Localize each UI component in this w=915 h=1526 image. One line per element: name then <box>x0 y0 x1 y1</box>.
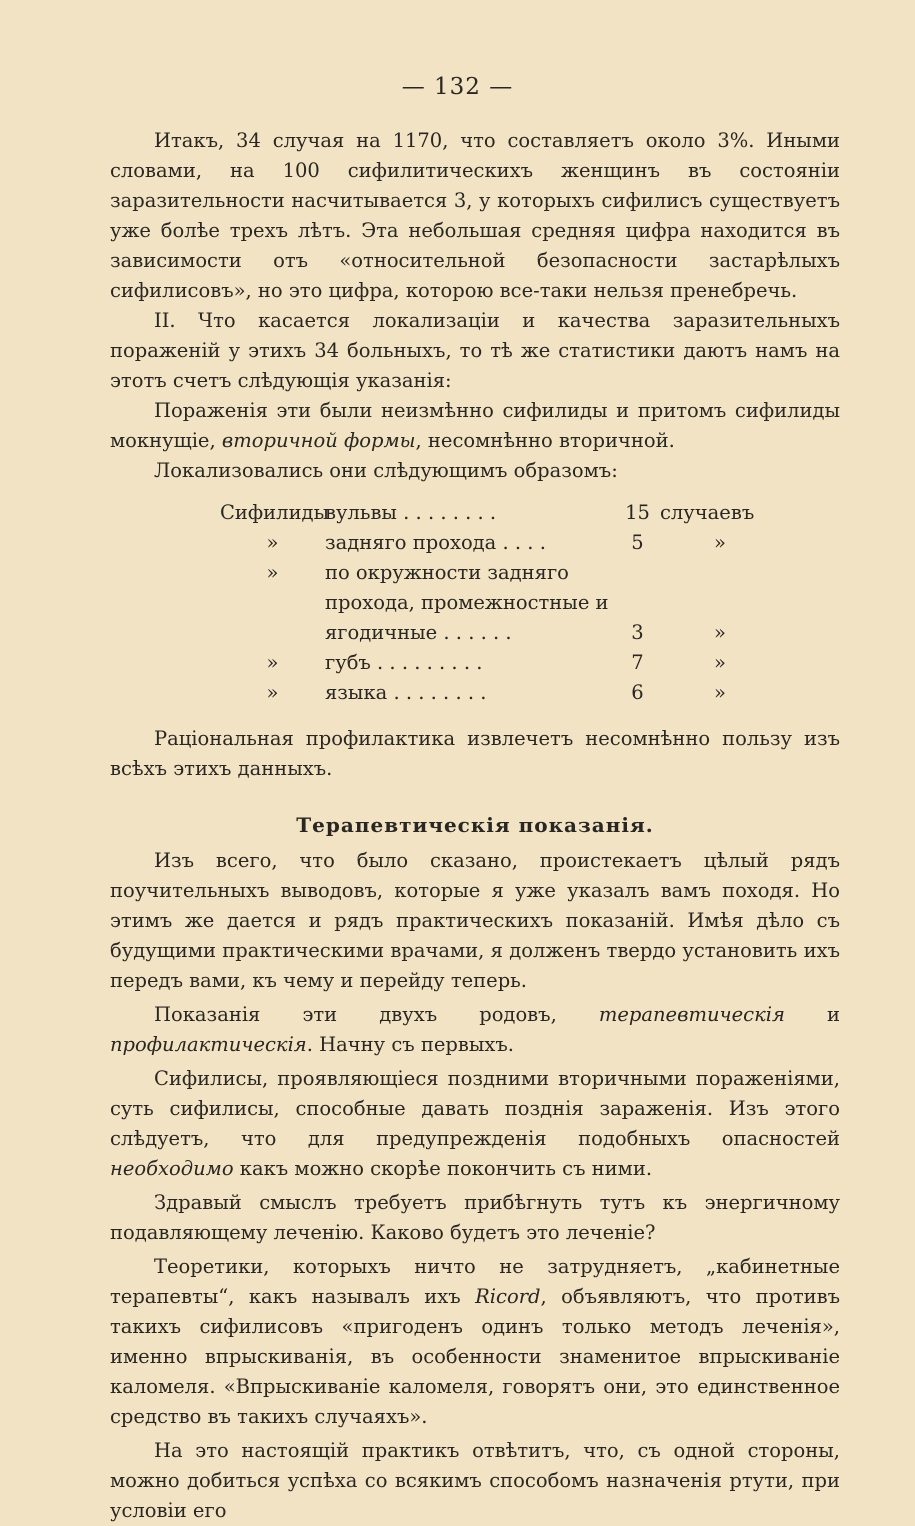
list-item-prefix: » <box>266 651 279 674</box>
list-item-prefix: » <box>266 561 279 584</box>
list-item-prefix: » <box>266 531 279 554</box>
paragraph-10 <box>110 1252 840 1432</box>
paragraph-10-text: Теоретики, которыхъ ничто не затрудняетъ, „кабинетные терапевты“, какъ называлъ ихъ <box>110 1255 840 1308</box>
paragraph-8 <box>110 1064 840 1184</box>
paragraph-1: Итакъ, 34 случая на 1170, что составляетъ около 3%. Иными словами, на 100 сифилитическихъ женщинъ въ состояніи заразительности насчитывается 3, у которыхъ сифилисъ существуетъ уже болѣе трехъ лѣтъ. Эта небольшая средняя цифра находится въ зависимости отъ «относительной безопасности застарѣлыхъ сифилисовъ», но это цифра, которою все-таки нельзя пренебречь. <box>110 129 840 302</box>
paragraph-8-text: Сифилисы, проявляющіеся поздними вторичными пораженіями, суть сифилисы, способные давать позднія зараженія. Изъ этого слѣдуетъ, что для предупрежденія подобныхъ опасностей <box>110 1067 840 1150</box>
paragraph-3 <box>110 396 840 456</box>
list-item-text: вульвы . . . . . . . . <box>325 501 497 524</box>
list-item-unit: случаевъ <box>660 501 755 524</box>
section-heading: Терапевтическія показанія. <box>296 813 654 837</box>
paragraph-11: На это настоящій практикъ отвѣтитъ, что, съ одной стороны, можно добиться успѣха со всякимъ способомъ назначенія ртути, при условіи его <box>110 1439 840 1522</box>
list-item-text: губъ . . . . . . . . . <box>325 651 483 674</box>
list-item-prefix: » <box>266 681 279 704</box>
page-number: — 132 — <box>401 74 514 100</box>
localization-list <box>220 498 780 708</box>
paragraph-5: Раціональная профилактика извлечетъ несомнѣнно пользу изъ всѣхъ этихъ данныхъ. <box>110 727 840 780</box>
paragraph-3-text: Пораженія эти были неизмѣнно сифилиды и притомъ сифилиды мокнущіе, <box>110 399 840 452</box>
paragraph-8-emphasis: необходимо <box>110 1157 234 1180</box>
paragraph-3-tail: , несомнѣнно вторичной. <box>415 429 675 452</box>
list-item-unit: » <box>714 531 726 554</box>
paragraph-7 <box>110 1000 840 1060</box>
list-item-unit: » <box>714 651 726 674</box>
paragraph-7-tail: . Начну съ первыхъ. <box>306 1033 514 1056</box>
list-item-text: по окружности задняго прохода, промежностные и ягодичные . . . . . . <box>325 561 609 644</box>
list-item-unit: » <box>714 621 726 644</box>
list-item-count: 5 <box>631 531 644 554</box>
list-item <box>220 528 780 558</box>
list-item-unit: » <box>714 681 726 704</box>
list-item-prefix: Сифилиды <box>220 501 330 524</box>
paragraph-2: II. Что касается локализаціи и качества заразительныхъ пораженій у этихъ 34 больныхъ, то тѣ же статистики даютъ намъ на этотъ счетъ слѣдующія указанія: <box>110 309 840 392</box>
list-item-text: задняго прохода . . . . <box>325 531 546 554</box>
list-item <box>220 678 780 708</box>
paragraph-7-emphasis-prophylactic: профилактическія <box>110 1033 307 1056</box>
list-item <box>220 558 780 648</box>
list-item-text: языка . . . . . . . . <box>325 681 487 704</box>
list-item-count: 3 <box>631 621 644 644</box>
list-item-count: 7 <box>631 651 644 674</box>
paragraph-8-tail: какъ можно скорѣе покончить съ ними. <box>233 1157 653 1180</box>
list-item-count: 15 <box>625 501 650 524</box>
paragraph-6: Изъ всего, что было сказано, проистекаетъ цѣлый рядъ поучительныхъ выводовъ, которые я уже указалъ вамъ походя. Но этимъ же дается и рядъ практическихъ показаній. Имѣя дѣло съ будущими практическими врачами, я долженъ твердо установить ихъ передъ вами, къ чему и перейду теперь. <box>110 849 840 992</box>
paragraph-10-emphasis-name: Ricord <box>475 1285 541 1308</box>
paragraph-3-emphasis: вторичной формы <box>221 429 416 452</box>
paragraph-7-text: Показанія эти двухъ родовъ, <box>154 1003 599 1026</box>
list-item <box>220 648 780 678</box>
paragraph-10-tail: , объявляютъ, что противъ такихъ сифилисовъ «пригоденъ одинъ только методъ леченія», именно впрыскиванія, въ особенности знаменитое впрыскиваніе каломеля. «Впрыскиваніе каломеля, говорятъ они, это единственное средство въ такихъ случаяхъ». <box>110 1285 840 1428</box>
list-item-count: 6 <box>631 681 644 704</box>
paragraph-9: Здравый смыслъ требуетъ прибѣгнуть тутъ къ энергичному подавляющему леченію. Каково будетъ это леченіе? <box>110 1191 840 1244</box>
paragraph-7-conjunction: и <box>784 1003 840 1026</box>
page-body <box>110 126 840 1526</box>
paragraph-7-emphasis-therapeutic: терапевтическія <box>598 1003 785 1026</box>
paragraph-4: Локализовались они слѣдующимъ образомъ: <box>154 459 618 482</box>
list-item <box>220 498 780 528</box>
